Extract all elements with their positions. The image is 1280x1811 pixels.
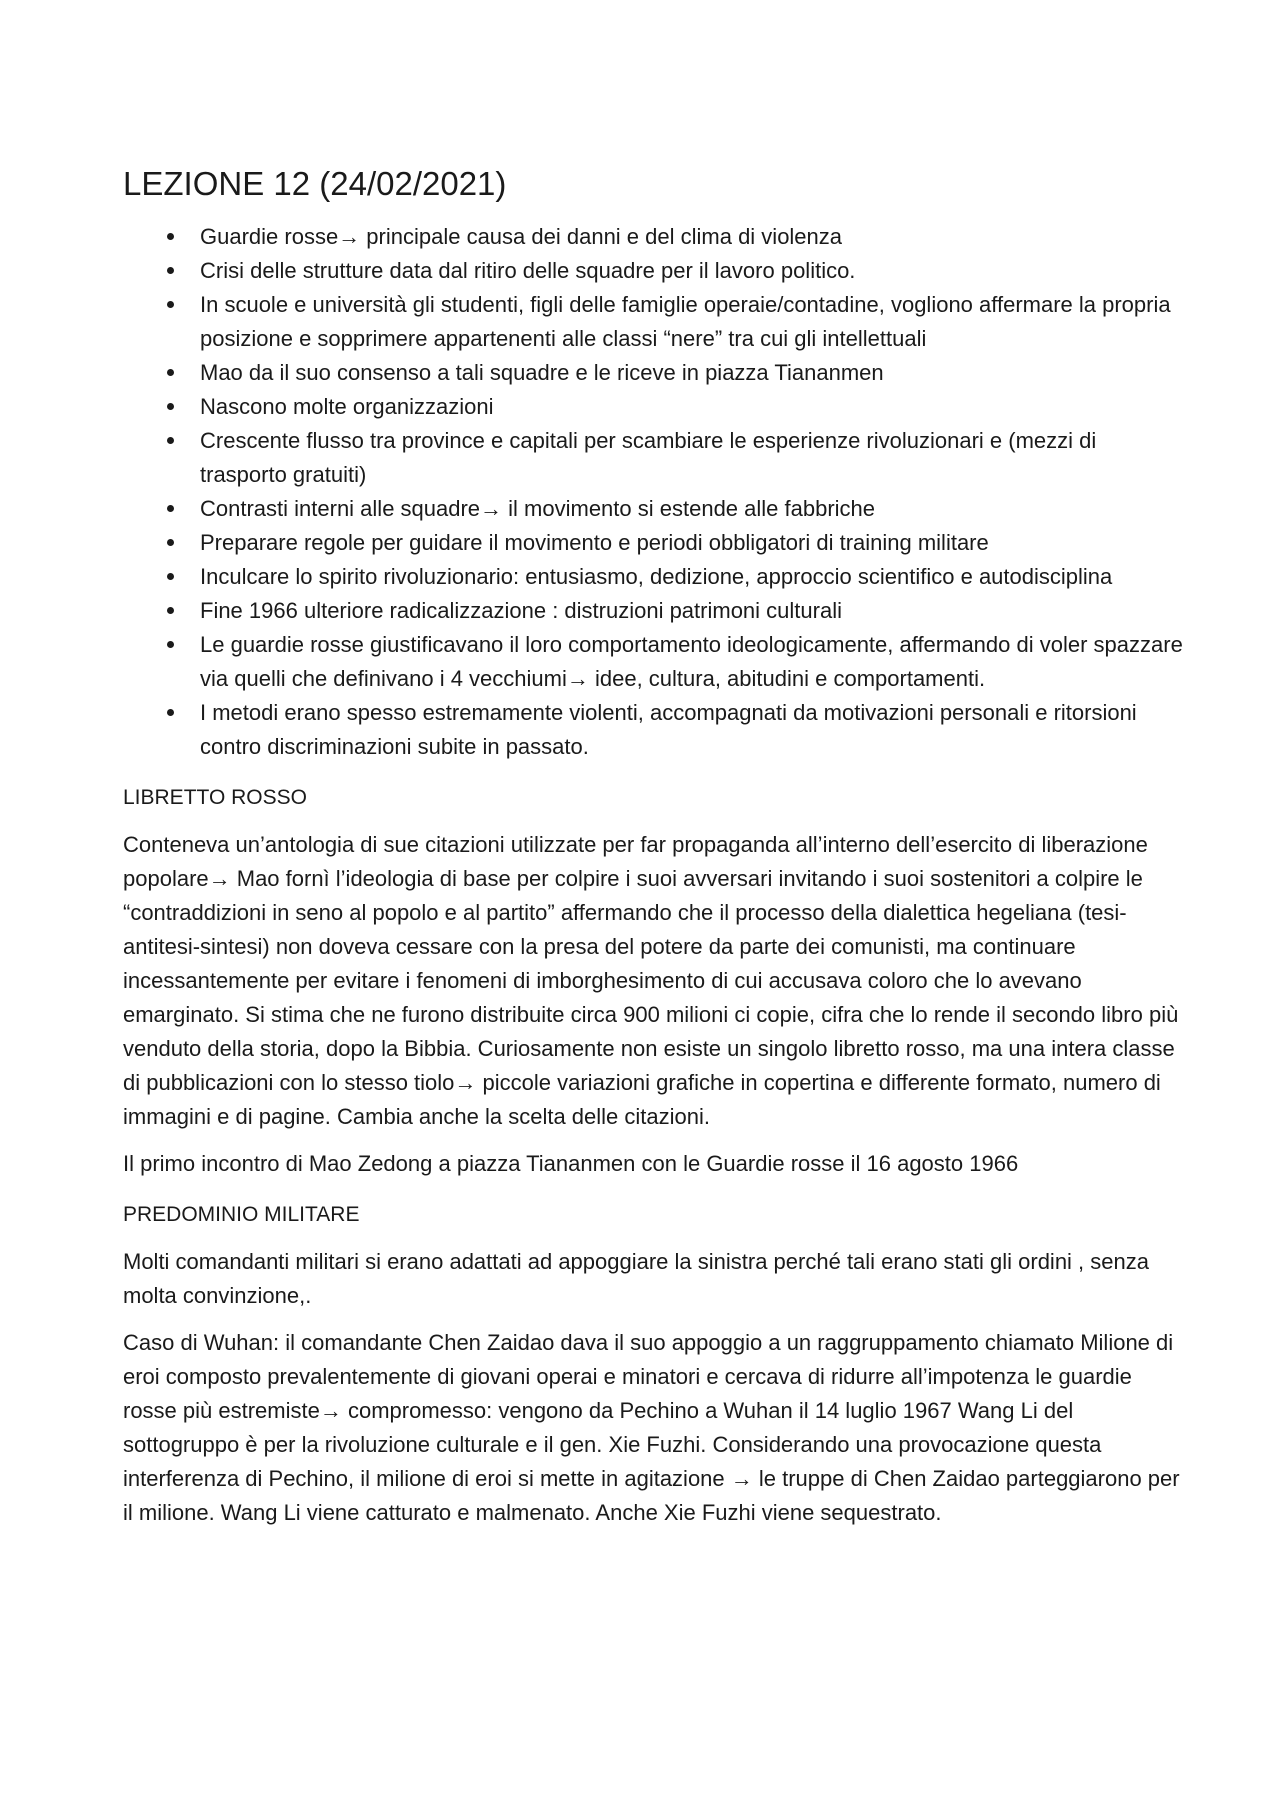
bullet-text: Contrasti interni alle squadre→ il movimento si estende alle fabbriche (200, 496, 876, 521)
bullet-text: Inculcare lo spirito rivoluzionario: entusiasmo, dedizione, approccio scientifico e autodisciplina (200, 564, 1113, 589)
document-page (123, 150, 1183, 1543)
bullet-icon (167, 403, 174, 410)
section-heading-predominio-militare: PREDOMINIO MILITARE (123, 1203, 360, 1226)
bullet-item (123, 356, 1183, 390)
bullet-text: Guardie rosse→ principale causa dei danni e del clima di violenza (200, 224, 843, 249)
bullet-icon (167, 607, 174, 614)
bullet-item (123, 696, 1183, 764)
bullet-item (123, 254, 1183, 288)
bullet-item (123, 526, 1183, 560)
bullet-text: I metodi erano spesso estremamente violenti, accompagnati da motivazioni personali e ritorsioni contro discriminazioni subite in passato. (200, 700, 1137, 759)
bullet-text: Mao da il suo consenso a tali squadre e le riceve in piazza Tiananmen (200, 360, 884, 385)
militare-paragraph: Molti comandanti militari si erano adattati ad appoggiare la sinistra perché tali erano stati gli ordini , senza molta convinzione,. (123, 1249, 1149, 1308)
document-title: LEZIONE 12 (24/02/2021) (123, 165, 507, 202)
bullet-icon (167, 301, 174, 308)
bullet-list (123, 220, 1183, 764)
bullet-icon (167, 505, 174, 512)
bullet-item (123, 492, 1183, 526)
bullet-icon (167, 709, 174, 716)
bullet-text: Fine 1966 ulteriore radicalizzazione : distruzioni patrimoni culturali (200, 598, 842, 623)
section-heading-libretto-rosso: LIBRETTO ROSSO (123, 786, 307, 809)
bullet-item (123, 594, 1183, 628)
bullet-icon (167, 233, 174, 240)
bullet-item (123, 220, 1183, 254)
bullet-item (123, 390, 1183, 424)
bullet-icon (167, 641, 174, 648)
bullet-text: Nascono molte organizzazioni (200, 394, 494, 419)
bullet-icon (167, 267, 174, 274)
bullet-icon (167, 539, 174, 546)
libretto-paragraph-2: Il primo incontro di Mao Zedong a piazza Tiananmen con le Guardie rosse il 16 agosto 1966 (123, 1151, 1019, 1176)
bullet-item (123, 424, 1183, 492)
bullet-item (123, 628, 1183, 696)
bullet-text: Crisi delle strutture data dal ritiro delle squadre per il lavoro politico. (200, 258, 856, 283)
bullet-icon (167, 369, 174, 376)
bullet-text: Le guardie rosse giustificavano il loro comportamento ideologicamente, affermando di voler spazzare via quelli che definivano i 4 vecchiumi→ idee, cultura, abitudini e comportamenti. (200, 632, 1183, 691)
bullet-icon (167, 573, 174, 580)
bullet-text: In scuole e università gli studenti, figli delle famiglie operaie/contadine, vogliono affermare la propria posizione e sopprimere appartenenti alle classi “nere” tra cui gli intellettuali (200, 292, 1171, 351)
libretto-paragraph: Conteneva un’antologia di sue citazioni utilizzate per far propaganda all’interno dell’esercito di liberazione popolare→ Mao fornì l’ideologia di base per colpire i suoi avversari invitando i suoi sostenitori a colpire le “contraddizioni in seno al popolo e al partito” affermando che il processo della dialettica hegeliana (tesi-antitesi-sintesi) non doveva cessare con la presa del potere da parte dei comunisti, ma continuare incessantemente per evitare i fenomeni di imborghesimento di cui accusava coloro che lo avevano emarginato. Si stima che ne furono distribuite circa 900 milioni ci copie, cifra che lo rende il secondo libro più venduto della storia, dopo la Bibbia. Curiosamente non esiste un singolo libretto rosso, ma una intera classe di pubblicazioni con lo stesso tiolo→ piccole variazioni grafiche in copertina e differente formato, numero di immagini e di pagine. Cambia anche la scelta delle citazioni. (123, 832, 1179, 1129)
militare-paragraph-2: Caso di Wuhan: il comandante Chen Zaidao dava il suo appoggio a un raggruppamento chiamato Milione di eroi composto prevalentemente di giovani operai e minatori e cercava di ridurre all’impotenza le guardie rosse più estremiste→ compromesso: vengono da Pechino a Wuhan il 14 luglio 1967 Wang Li del sottogruppo è per la rivoluzione culturale e il gen. Xie Fuzhi. Considerando una provocazione questa interferenza di Pechino, il milione di eroi si mette in agitazione → le truppe di Chen Zaidao parteggiarono per il milione. Wang Li viene catturato e malmenato. Anche Xie Fuzhi viene sequestrato. (123, 1330, 1180, 1525)
bullet-item (123, 560, 1183, 594)
bullet-item (123, 288, 1183, 356)
bullet-text: Preparare regole per guidare il movimento e periodi obbligatori di training militare (200, 530, 989, 555)
bullet-icon (167, 437, 174, 444)
bullet-text: Crescente flusso tra province e capitali per scambiare le esperienze rivoluzionari e (mezzi di trasporto gratuiti) (200, 428, 1097, 487)
